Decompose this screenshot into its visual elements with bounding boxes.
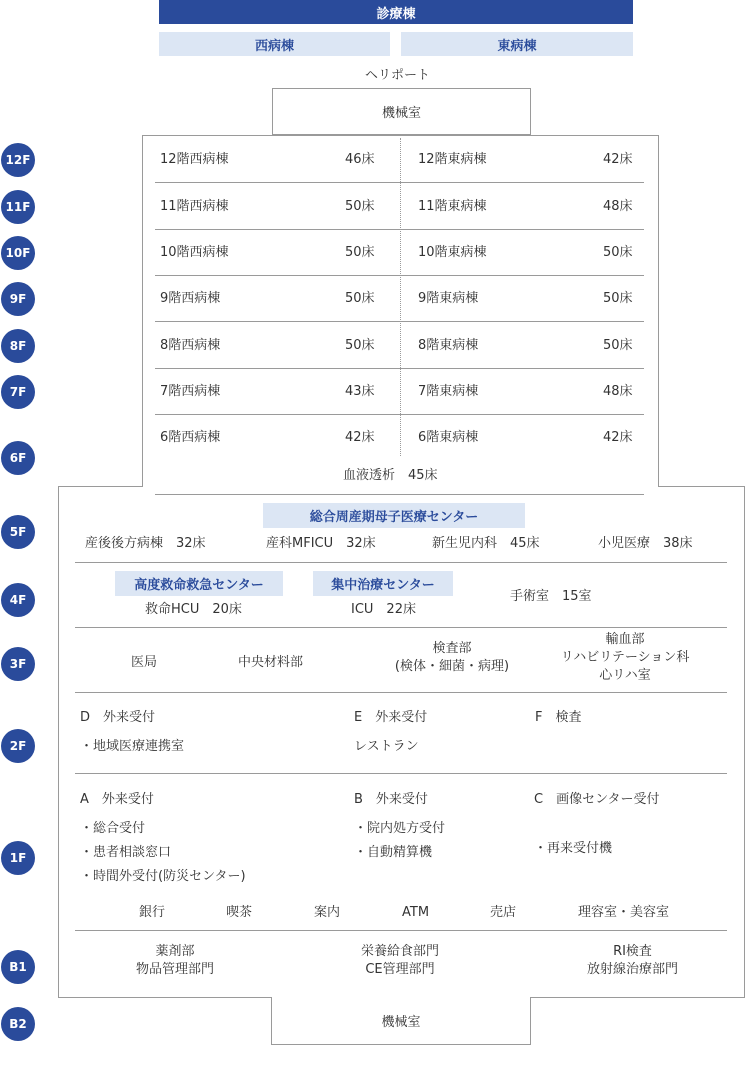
machine-room-bottom: [271, 997, 531, 1045]
shop-bank: 銀行: [139, 905, 166, 920]
obstetrics-mficu: 産科MFICU 32床: [266, 536, 376, 551]
ward-west-name: 6階西病棟: [160, 430, 221, 445]
ward-west-name: 9階西病棟: [160, 291, 221, 306]
ward-west-name: 7階西病棟: [160, 384, 221, 399]
ward-divider: [400, 138, 401, 456]
shop-barber: 理容室・美容室: [578, 905, 670, 920]
divider-2f-1f: [75, 773, 727, 774]
floor-badge-1f: 1F: [1, 841, 35, 875]
floor-badge-7f: 7F: [1, 375, 35, 409]
floor-badge-11f: 11F: [1, 190, 35, 224]
floor-badge-b2: B2: [1, 1007, 35, 1041]
ward-west-beds: 50床: [345, 245, 375, 260]
ward-east-name: 11階東病棟: [418, 199, 487, 214]
machine-room-top-label: 機械室: [381, 106, 421, 121]
emergency-center-badge: 高度救命救急センター: [115, 571, 283, 596]
ward-east-name: 7階東病棟: [418, 384, 479, 399]
floor-badge-12f: 12F: [1, 143, 35, 177]
floor-badge-b1: B1: [1, 950, 35, 984]
general-reception: ・総合受付: [80, 821, 146, 836]
ward-east-name: 6階東病棟: [418, 430, 479, 445]
reception-b: B 外来受付: [354, 792, 428, 807]
medical-office: 医局: [131, 655, 158, 670]
examination-f: F 検査: [535, 710, 582, 725]
postpartum-ward: 産後後方病棟 32床: [85, 536, 206, 551]
regional-liaison: ・地域医療連携室: [80, 739, 185, 754]
heliport-label: ヘリポート: [365, 68, 431, 83]
ward-west-beds: 43床: [345, 384, 375, 399]
machine-room-top: [272, 88, 531, 135]
divider-6f-5f: [155, 494, 644, 495]
divider-4f-3f: [75, 627, 727, 628]
floor-badge-4f: 4F: [1, 583, 35, 617]
ward-east-name: 8階東病棟: [418, 338, 479, 353]
ward-west-beds: 46床: [345, 152, 375, 167]
restaurant: レストラン: [354, 739, 419, 754]
header-clinical-building: 診療棟: [159, 0, 633, 24]
floor-badge-5f: 5F: [1, 515, 35, 549]
intensive-care-center-badge: 集中治療センター: [313, 571, 453, 596]
ward-east-name: 9階東病棟: [418, 291, 479, 306]
floor-badge-2f: 2F: [1, 729, 35, 763]
ward-east-beds: 48床: [603, 384, 633, 399]
dialysis-label: 血液透析 45床: [343, 468, 438, 483]
ward-west-name: 8階西病棟: [160, 338, 221, 353]
header-west-ward: 西病棟: [159, 32, 390, 56]
revisit-reception-machine: ・再来受付機: [534, 841, 613, 856]
ward-west-name: 12階西病棟: [160, 152, 229, 167]
ward-east-beds: 42床: [603, 152, 633, 167]
machine-room-bottom-label: 機械室: [381, 1015, 421, 1030]
reception-c: C 画像センター受付: [534, 792, 660, 807]
floor-badge-9f: 9F: [1, 282, 35, 316]
ward-east-name: 12階東病棟: [418, 152, 487, 167]
divider-5f-4f: [75, 562, 727, 563]
perinatal-center-badge: 総合周産期母子医療センター: [263, 503, 525, 528]
ward-east-beds: 50床: [603, 338, 633, 353]
transfusion-rehab: 輸血部 リハビリテーション科 心リハ室: [560, 632, 690, 684]
pediatric-care: 小児医療 38床: [598, 536, 693, 551]
ward-west-name: 11階西病棟: [160, 199, 229, 214]
divider-1f-b1: [75, 930, 727, 931]
ward-west-beds: 50床: [345, 291, 375, 306]
reception-a: A 外来受付: [80, 792, 154, 807]
floor-badge-10f: 10F: [1, 236, 35, 270]
icu: ICU 22床: [351, 602, 416, 617]
floor-badge-6f: 6F: [1, 441, 35, 475]
shop-atm: ATM: [402, 905, 430, 920]
patient-consultation: ・患者相談窓口: [80, 845, 172, 860]
shop-information: 案内: [314, 905, 341, 920]
reception-e: E 外来受付: [354, 710, 428, 725]
ri-radiotherapy: RI検査 放射線治療部門: [586, 944, 678, 978]
pharmacy-logistics: 薬剤部 物品管理部門: [135, 944, 214, 978]
ward-west-beds: 50床: [345, 199, 375, 214]
prescription-reception: ・院内処方受付: [354, 821, 446, 836]
shop-store: 売店: [490, 905, 517, 920]
ward-west-name: 10階西病棟: [160, 245, 229, 260]
ward-east-beds: 42床: [603, 430, 633, 445]
ward-east-beds: 50床: [603, 245, 633, 260]
emergency-hcu: 救命HCU 20床: [145, 602, 242, 617]
neonatal-medicine: 新生児内科 45床: [432, 536, 540, 551]
ward-east-name: 10階東病棟: [418, 245, 487, 260]
ward-east-beds: 50床: [603, 291, 633, 306]
ward-west-beds: 42床: [345, 430, 375, 445]
shop-cafe: 喫茶: [226, 905, 253, 920]
after-hours-reception: ・時間外受付(防災センター): [80, 869, 246, 884]
floor-badge-3f: 3F: [1, 647, 35, 681]
divider-3f-2f: [75, 692, 727, 693]
central-supply: 中央材料部: [238, 655, 304, 670]
operating-rooms: 手術室 15室: [510, 589, 592, 604]
ward-east-beds: 48床: [603, 199, 633, 214]
tower-join: [143, 486, 658, 488]
auto-payment: ・自動精算機: [354, 845, 433, 860]
laboratory: 検査部 (検体・細菌・病理): [394, 641, 510, 675]
ward-west-beds: 50床: [345, 338, 375, 353]
header-east-ward: 東病棟: [401, 32, 633, 56]
nutrition-ce: 栄養給食部門 CE管理部門: [360, 944, 439, 978]
reception-d: D 外来受付: [80, 710, 156, 725]
floor-badge-8f: 8F: [1, 329, 35, 363]
